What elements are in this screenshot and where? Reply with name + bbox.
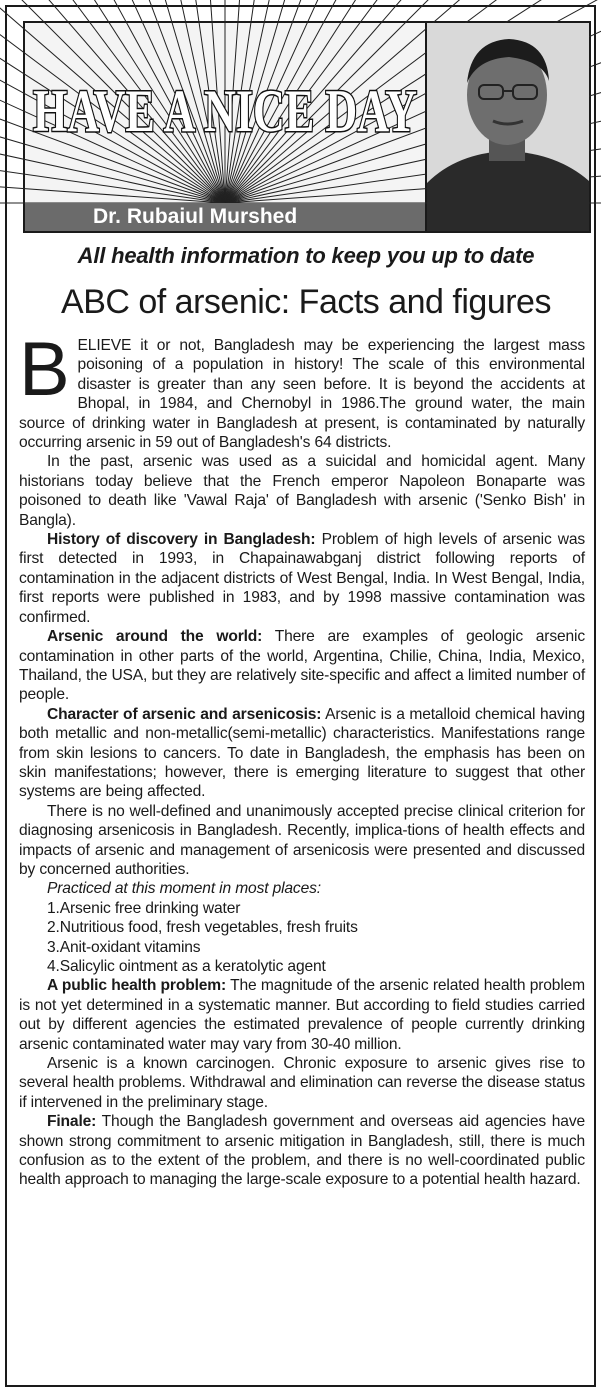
paragraph-intro: BELIEVE it or not, Bangladesh may be experiencing the largest mass poisoning of a population in history! The scale of this environmental disaster is greater than any seen before. It is beyond the accidents at Bhopal, in 1984, and Chernobyl in 1986.The ground water, the main source of drinking water in Bangladesh at present, is contaminated by naturally occurring arsenic in 59 out of Bangladesh's 64 districts.	[19, 327, 585, 452]
practice-item: 4.Salicylic ointment as a keratolytic agent	[47, 958, 326, 975]
paragraph-carcinogen: Arsenic is a known carcinogen. Chronic exposure to arsenic gives rise to several health problems. Withdrawal and elimination can reverse the disease status if intervened in the preliminary stage.	[19, 1055, 585, 1111]
author-photo	[427, 23, 589, 231]
practice-note: Practiced at this moment in most places:	[47, 880, 321, 898]
article-title: ABC of arsenic: Facts and figures	[61, 283, 551, 321]
section-lead: A public health problem:	[47, 977, 227, 995]
paragraph-diagnosis: There is no well-defined and unanimously accepted precise clinical criterion for diagnosing arsenicosis in Bangladesh. Recently, implica-tions of health effects and impacts of arsenic and management of arsenicosis were presented and discussed by concerned authorities.	[19, 802, 585, 878]
article-body	[19, 327, 586, 1190]
drop-cap: B	[19, 327, 70, 412]
practice-item: 2.Nutritious food, fresh vegetables, fresh fruits	[47, 919, 358, 937]
practice-item: 3.Anit-oxidant vitamins	[47, 938, 201, 956]
logo-title: HAVE A NICE DAY	[33, 78, 417, 144]
paragraph-history-of-arsenic: In the past, arsenic was used as a suicidal and homicidal agent. Many historians today believe that the French emperor Napoleon Bonaparte was poisoned to death like 'Vawal Raja' of Bangladesh with arsenic ('Senko Bish' in Bangla).	[19, 453, 585, 529]
section-lead: Arsenic around the world:	[47, 628, 263, 646]
paragraph-public-health: A public health problem: The magnitude of the arsenic related health problem is not yet determined in a systematic manner. But according to field studies carried out by different agencies the estimated prevalence of people currently drinking arsenic contaminated water may vary from 30-40 million.	[19, 977, 585, 1053]
column-banner	[23, 21, 591, 233]
column-logo	[25, 23, 427, 231]
column-tagline: All health information to keep you up to date	[77, 243, 535, 268]
paragraph-character: Character of arsenic and arsenicosis: Arsenic is a metalloid chemical having both metallic and non-metallic(semi-metallic) characteristics. Manifestations range from skin lesions to cancers. To date in Bangladesh, the emphasis has been on skin manifestations; however, there is emerging literature to suggest that other systems are being affected.	[19, 705, 586, 801]
paragraph-around-world: Arsenic around the world: There are examples of geologic arsenic contamination in other parts of the world, Argentina, Chilie, China, India, Mexico, Thailand, the USA, but they are relatively site-specific and affect a limited number of people.	[19, 628, 585, 704]
author-byline: Dr. Rubaiul Murshed	[25, 203, 425, 231]
sunburst-graphic	[25, 23, 425, 203]
paragraph-discovery: History of discovery in Bangladesh: Problem of high levels of arsenic was first detected in 1993, in Chapainawabganj district following reports of contamination in the adjacent districts of West Bengal, India. In West Bengal, India, first reports were published in 1983, and by 1998 massive contamination was confirmed.	[19, 531, 585, 626]
newspaper-column	[5, 5, 596, 1387]
section-lead: Character of arsenic and arsenicosis:	[47, 705, 322, 723]
paragraph-finale: Finale: Though the Bangladesh government and overseas aid agencies have shown strong commitment to arsenic mitigation in Bangladesh, still, there is much confusion as to the extent of the problem, and there is no well-coordinated public health approach to managing the large-scale exposure to a potential health hazard.	[19, 1113, 585, 1189]
practice-item: 1.Arsenic free drinking water	[47, 899, 241, 917]
section-lead: History of discovery in Bangladesh:	[47, 531, 316, 549]
section-lead: Finale:	[47, 1113, 97, 1131]
